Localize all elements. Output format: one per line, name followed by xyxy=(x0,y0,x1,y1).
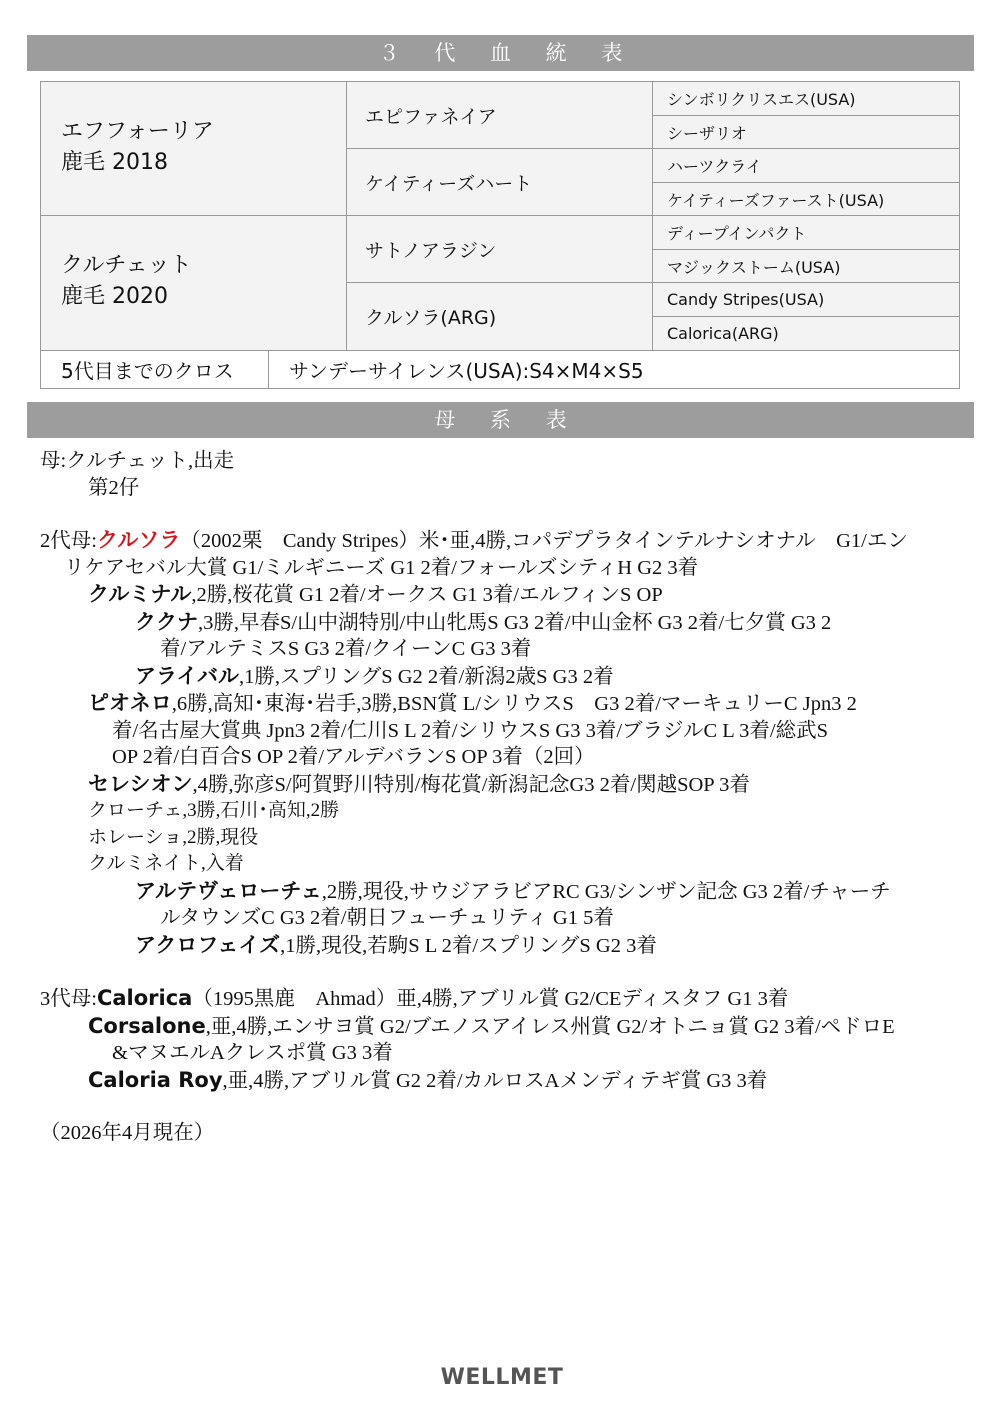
family-table xyxy=(40,448,960,1147)
family-entry: アライバル,1勝,スプリングS G2 2着/新潟2歳S G3 2着 xyxy=(135,663,614,688)
sire-info: 鹿毛 2018 xyxy=(61,149,168,175)
dam-sire-cell: サトノアラジン xyxy=(346,215,653,283)
family-entry-cont: 着/アルテミスS G3 2着/クイーンC G3 3着 xyxy=(160,638,532,660)
pedigree-header: ３ 代 血 統 表 xyxy=(27,35,974,71)
family-entry: クローチェ,3勝,石川･高知,2勝 xyxy=(88,800,340,821)
ggp-cell: ディープインパクト xyxy=(652,215,960,250)
family-entry-cont: 着/名古屋大賞典 Jpn3 2着/仁川S L 2着/シリウスS G3 3着/ブラジルC L 3着/総武S xyxy=(112,719,829,742)
dam-cell xyxy=(40,215,347,351)
dam-name: クルチェット xyxy=(61,253,192,278)
ggp-cell: シーザリオ xyxy=(652,115,960,149)
third-dam-name: Calorica xyxy=(96,986,193,1010)
cross-value: サンデーサイレンス(USA):S4×M4×S5 xyxy=(268,350,960,389)
sire-cell xyxy=(40,81,347,216)
third-dam-entry: 3代母:Calorica（1995黒鹿 Ahmad）亜,4勝,アブリル賞 G2/CEディスタフ G1 3着 xyxy=(40,986,789,1010)
sire-dam-cell: ケイティーズハート xyxy=(346,148,653,216)
sire-sire-cell: エピファネイア xyxy=(346,81,653,149)
wellmet-logo: WELLMET xyxy=(440,1365,564,1390)
ggp-cell: Candy Stripes(USA) xyxy=(652,282,960,317)
sire-name: エフフォーリア xyxy=(61,118,214,144)
family-entry-cont: ルタウンズC G3 2着/朝日フューチュリティ G1 5着 xyxy=(160,907,614,929)
cross-label: 5代目までのクロス xyxy=(40,350,269,389)
second-dam-name: クルソラ xyxy=(96,528,181,552)
family-entry: クルミナル,2勝,桜花賞 G1 2着/オークス G1 3着/エルフィンS OP xyxy=(88,582,663,606)
family-entry: Caloria Roy,亜,4勝,アブリル賞 G2 2着/カルロスAメンディテギ賞 G3 3着 xyxy=(88,1067,768,1092)
family-entry: アクロフェイズ,1勝,現役,若駒S L 2着/スプリングS G2 3着 xyxy=(135,932,657,957)
family-entry: ククナ,3勝,早春S/山中湖特別/中山牝馬S G3 2着/中山金杯 G3 2着/七夕賞 G3 2 xyxy=(135,609,832,634)
pedigree-table xyxy=(40,81,960,389)
dam-line: 第2仔 xyxy=(88,476,140,499)
ggp-cell: マジックストーム(USA) xyxy=(652,249,960,283)
family-entry: Corsalone,亜,4勝,エンサヨ賞 G2/ブエノスアイレス州賞 G2/オトニョ賞 G2 3着/ペドロE xyxy=(88,1013,895,1038)
second-dam-entry-cont: リケアセバル大賞 G1/ミルギニーズ G1 2着/フォールズシティH G2 3着 xyxy=(64,556,699,579)
dam-line: 母:クルチェット,出走 xyxy=(40,450,235,472)
dam-info: 鹿毛 2020 xyxy=(61,284,168,309)
ggp-cell: シンボリクリスエス(USA) xyxy=(652,81,960,116)
dam-dam-cell: クルソラ(ARG) xyxy=(346,282,653,351)
family-header: 母 系 表 xyxy=(27,402,974,438)
family-entry: ピオネロ,6勝,高知･東海･岩手,3勝,BSN賞 L/シリウスS G3 2着/マーキュリーC Jpn3 2 xyxy=(88,691,857,715)
family-entry: クルミネイト,入着 xyxy=(88,853,244,874)
second-dam-entry: 2代母:クルソラ（2002栗 Candy Stripes）米･亜,4勝,コパデプラタインテルナシオナル G1/エン xyxy=(40,528,908,552)
family-entry-cont: &マヌエルAクレスポ賞 G3 3着 xyxy=(112,1042,393,1064)
family-entry: ホレーショ,2勝,現役 xyxy=(88,826,259,848)
family-entry: アルテヴェローチェ,2勝,現役,サウジアラビアRC G3/シンザン記念 G3 2着/チャーチ xyxy=(135,878,891,903)
ggp-cell: ケイティーズファースト(USA) xyxy=(652,182,960,216)
ggp-cell: Calorica(ARG) xyxy=(652,316,960,351)
family-entry: セレシオン,4勝,弥彦S/阿賀野川特別/梅花賞/新潟記念G3 2着/関越SOP 3着 xyxy=(88,771,750,796)
as-of-note: （2026年4月現在） xyxy=(40,1122,215,1144)
family-entry-cont: OP 2着/白百合S OP 2着/アルデバランS OP 3着（2回） xyxy=(112,746,595,768)
ggp-cell: ハーツクライ xyxy=(652,148,960,183)
